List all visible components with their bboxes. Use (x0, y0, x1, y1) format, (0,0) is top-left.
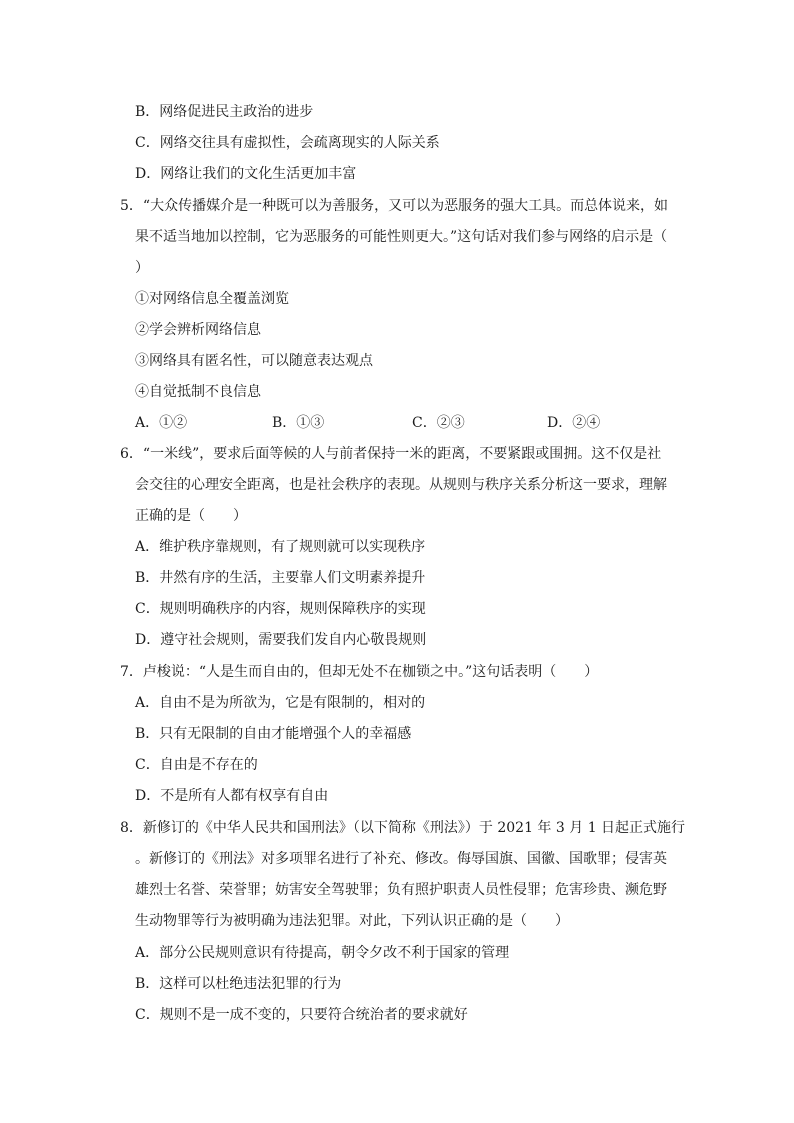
q4-option-b: B．网络促进民主政治的进步 (135, 104, 314, 120)
q5-choice-a: A．①② (135, 415, 188, 431)
q7-option-c: C．自由是不存在的 (135, 757, 258, 773)
q8-stem-line-1: 8．新修订的《中华人民共和国刑法》（以下简称《刑法》）于 2021 年 3 月 1 日起正式施行 (120, 820, 686, 836)
q5-item-2: ②学会辨析网络信息 (135, 322, 261, 338)
q4-option-c: C．网络交往具有虚拟性，会疏离现实的人际关系 (135, 135, 440, 151)
q8-option-b: B．这样可以杜绝违法犯罪的行为 (135, 976, 342, 992)
q7-option-b: B．只有无限制的自由才能增强个人的幸福感 (135, 726, 412, 742)
q5-item-1: ①对网络信息全覆盖浏览 (135, 291, 289, 307)
q7-option-a: A．自由不是为所欲为，它是有限制的，相对的 (135, 695, 426, 711)
q7-stem-line-1: 7．卢梭说：“人是生而自由的，但却无处不在枷锁之中。”这句话表明（ ） (120, 664, 599, 680)
q8-stem-line-3: 雄烈士名誉、荣誉罪；妨害安全驾驶罪；负有照护职责人员性侵罪；危害珍贵、濒危野 (135, 882, 667, 898)
q6-option-b: B．井然有序的生活，主要靠人们文明素养提升 (135, 570, 426, 586)
q7-option-d: D．不是所有人都有权享有自由 (135, 788, 329, 804)
q6-option-a: A．维护秩序靠规则，有了规则就可以实现秩序 (135, 539, 426, 555)
q5-choice-b: B．①③ (272, 415, 325, 431)
q5-item-4: ④自觉抵制不良信息 (135, 384, 261, 400)
q6-option-c: C．规则明确秩序的内容，规则保障秩序的实现 (135, 601, 426, 617)
q5-item-3: ③网络具有匿名性，可以随意表达观点 (135, 353, 373, 369)
q4-option-d: D．网络让我们的文化生活更加丰富 (135, 166, 357, 182)
q8-option-c: C．规则不是一成不变的，只要符合统治者的要求就好 (135, 1007, 468, 1023)
q8-stem-line-4: 生动物罪等行为被明确为违法犯罪。对此，下列认识正确的是（ ） (135, 913, 569, 929)
q6-stem-line-3: 正确的是（ ） (135, 508, 247, 524)
q5-stem-line-3: ） (135, 260, 149, 276)
q8-option-a: A．部分公民规则意识有待提高，朝令夕改不利于国家的管理 (135, 945, 510, 961)
q5-choice-c: C．②③ (412, 415, 465, 431)
q5-choice-d: D．②④ (547, 415, 601, 431)
q5-choices (135, 413, 655, 433)
q5-stem-line-2: 果不适当地加以控制，它为恶服务的可能性则更大。”这句话对我们参与网络的启示是（ (135, 229, 668, 245)
q6-stem-line-2: 会交往的心理安全距离，也是社会秩序的表现。从规则与秩序关系分析这一要求，理解 (135, 477, 667, 493)
q8-stem-line-2: 。新修订的《刑法》对多项罪名进行了补充、修改。侮辱国旗、国徽、国歌罪；侵害英 (135, 851, 667, 867)
q6-stem-line-1: 6．“一米线”，要求后面等候的人与前者保持一米的距离，不要紧跟或围拥。这不仅是社 (120, 446, 662, 462)
q6-option-d: D．遵守社会规则，需要我们发自内心敬畏规则 (135, 632, 427, 648)
q5-stem-line-1: 5．“大众传播媒介是一种既可以为善服务，又可以为恶服务的强大工具。而总体说来，如 (120, 198, 669, 214)
